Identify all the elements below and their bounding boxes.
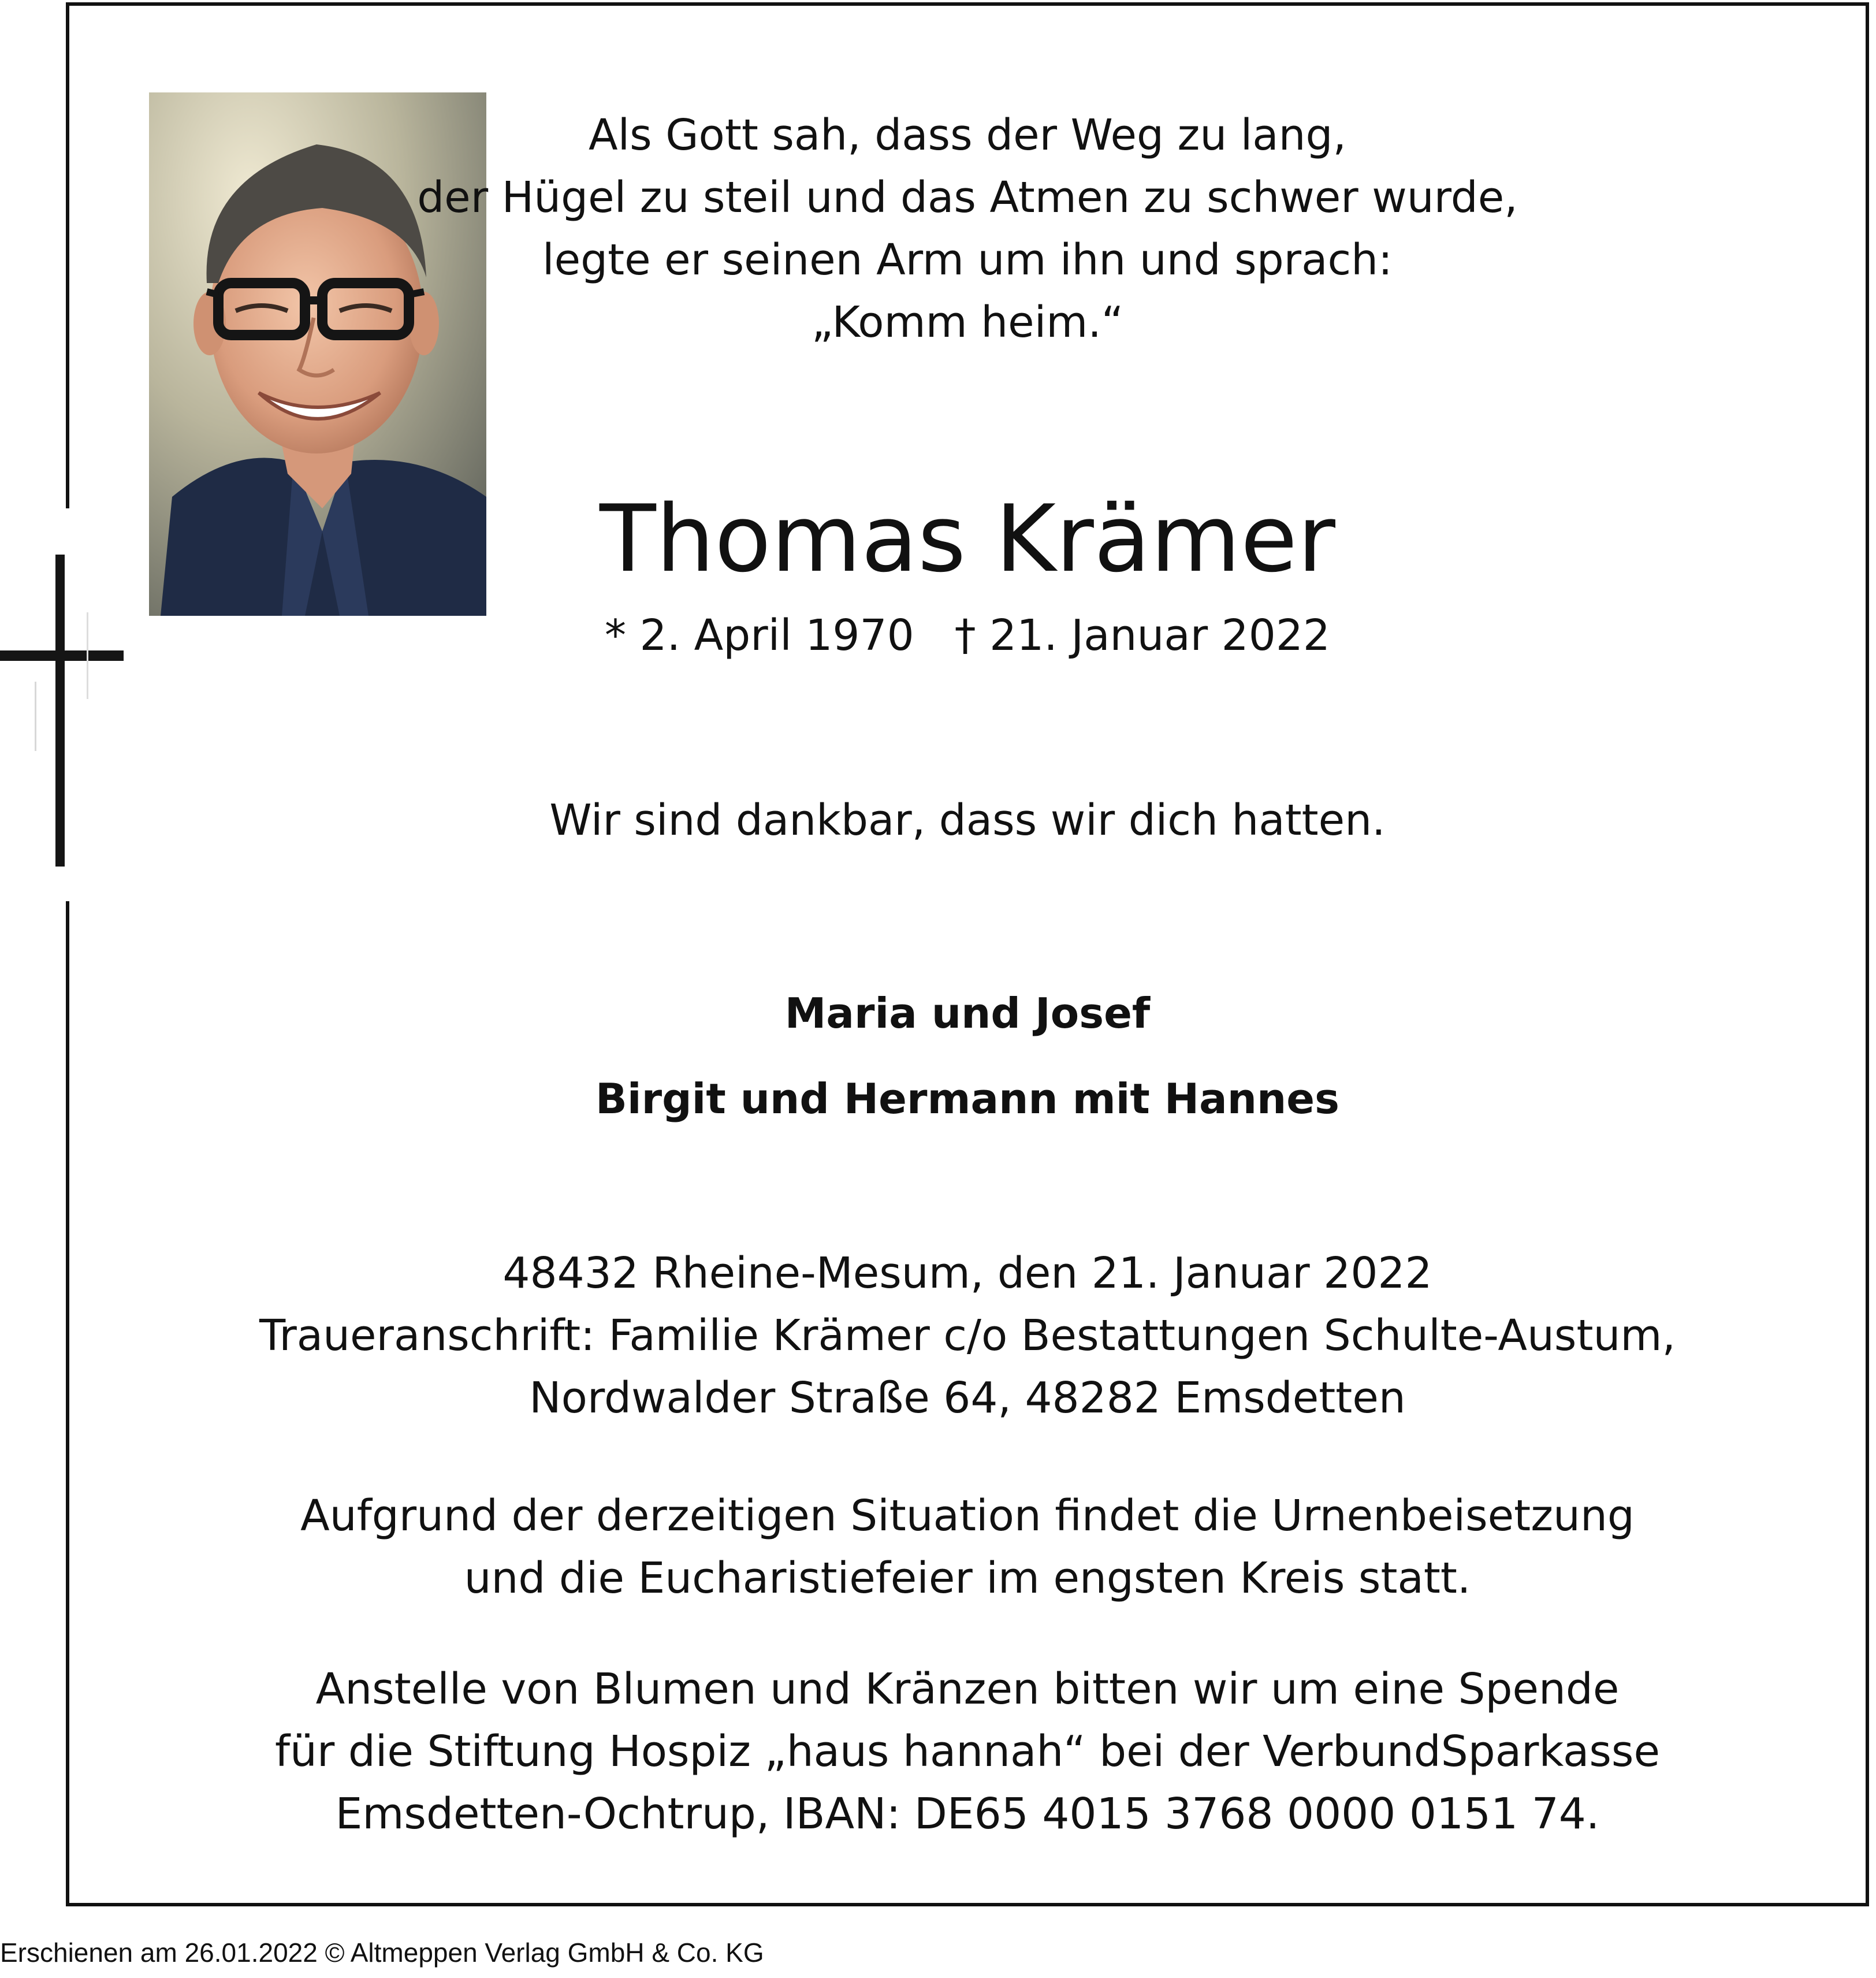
family-line: Maria und Josef (784, 989, 1151, 1038)
gratitude-line: Wir sind dankbar, dass wir dich hatten. (549, 795, 1386, 845)
poem-line: Als Gott sah, dass der Weg zu lang, (588, 110, 1347, 160)
poem-line: legte er seinen Arm um ihn und sprach: (542, 235, 1393, 285)
mourning-address: Traueranschrift: Familie Krämer c/o Bestattungen Schulte-Austum, (259, 1311, 1676, 1360)
burial-note (69, 1485, 1866, 1609)
address-info (69, 1242, 1866, 1429)
place-date: 48432 Rheine-Mesum, den 21. Januar 2022 (502, 1248, 1432, 1298)
donation-line: Anstelle von Blumen und Kränzen bitten wir um eine Spende (315, 1664, 1620, 1714)
family-names (69, 971, 1866, 1142)
life-dates (69, 607, 1866, 664)
birth-date: * 2. April 1970 (605, 611, 914, 660)
mourning-address-street: Nordwalder Straße 64, 48282 Emsdetten (529, 1373, 1406, 1423)
deceased-name: Thomas Krämer (600, 485, 1335, 593)
poem-line: „Komm heim.“ (811, 298, 1124, 347)
poem (69, 104, 1866, 354)
donation-line: Emsdetten-Ochtrup, IBAN: DE65 4015 3768 0000 0151 74. (335, 1789, 1600, 1839)
publication-footer: Erschienen am 26.01.2022 © Altmeppen Verlag GmbH & Co. KG (0, 1938, 764, 1968)
poem-line: der Hügel zu steil und das Atmen zu schwer wurde, (417, 173, 1518, 222)
family-line: Birgit und Hermann mit Hannes (595, 1074, 1339, 1123)
donation-line: für die Stiftung Hospiz „haus hannah“ bei der VerbundSparkasse (274, 1727, 1661, 1776)
burial-note-line: und die Eucharistiefeier im engsten Kreis statt. (464, 1553, 1471, 1603)
death-date: † 21. Januar 2022 (954, 611, 1330, 660)
donation-request (69, 1658, 1866, 1845)
burial-note-line: Aufgrund der derzeitigen Situation findet die Urnenbeisetzung (300, 1491, 1635, 1541)
